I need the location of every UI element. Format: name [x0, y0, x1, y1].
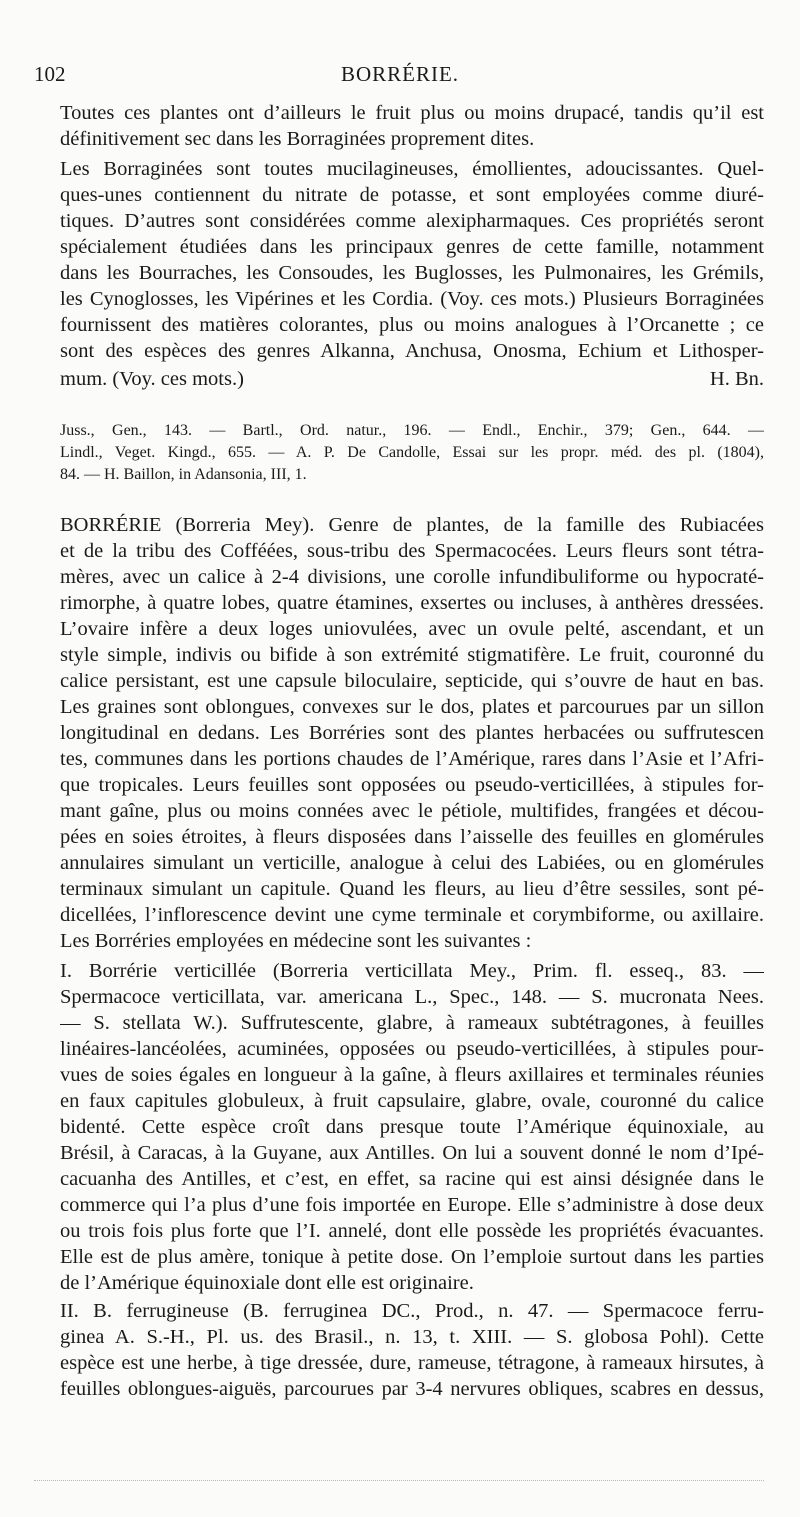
- page-number: 102: [34, 62, 66, 86]
- text-line: ques-unes contiennent du nitrate de potasse, et sont employées comme diuré-: [60, 184, 764, 206]
- text-line: Toutes ces plantes ont d’ailleurs le fruit plus ou moins drupacé, tandis qu’il est: [60, 102, 764, 124]
- text-line: ou trois fois plus forte que l’I. annelé, dont elle possède les propriétés évacuantes.: [60, 1220, 764, 1242]
- text-line: bidenté. Cette espèce croît dans presque toute l’Amérique équinoxiale, au: [60, 1116, 764, 1138]
- text-line: Elle est de plus amère, tonique à petite dose. On l’emploie surtout dans les parties: [60, 1246, 764, 1268]
- text-line: dicellées, l’inflorescence devint une cyme terminale et corymbiforme, ou axillaire.: [60, 904, 764, 926]
- species-entry-line: I. Borrérie verticillée (Borreria verticillata Mey., Prim. fl. esseq., 83. —: [60, 960, 764, 982]
- text-line: les Cynoglosses, les Vipérines et les Cordia. (Voy. ces mots.) Plusieurs Borraginées: [60, 288, 764, 310]
- text-line: commerce qui l’a plus d’une fois importée en Europe. Elle s’administre à dose deux: [60, 1194, 764, 1216]
- text-line: ginea A. S.-H., Pl. us. des Brasil., n. 13, t. XIII. — S. globosa Pohl). Cette: [60, 1326, 764, 1348]
- text-line: Les Borréries employées en médecine sont les suivantes :: [60, 930, 532, 952]
- text-line: linéaires-lancéolées, acuminées, opposées ou pseudo-verticillées, à stipules pour-: [60, 1038, 764, 1060]
- text-line: tes, communes dans les portions chaudes de l’Amérique, rares dans l’Asie et l’Afri-: [60, 748, 764, 770]
- running-title: BORRÉRIE.: [340, 62, 460, 86]
- text-line: en faux capitules globuleux, à fruit capsulaire, glabre, ovale, couronné du calice: [60, 1090, 764, 1112]
- text-line: Brésil, à Caracas, à la Guyane, aux Antilles. On lui a souvent donné le nom d’Ipé-: [60, 1142, 764, 1164]
- text-line: mant gaîne, plus ou moins connées avec le pétiole, multifides, frangées et décou-: [60, 800, 764, 822]
- text-line: pées en soies étroites, à fleurs disposées dans l’aisselle des feuilles en glomérules: [60, 826, 764, 848]
- text-line: espèce est une herbe, à tige dressée, dure, rameuse, tétragone, à rameaux hirsutes, à: [60, 1352, 764, 1374]
- text-line: sont des espèces des genres Alkanna, Anchusa, Onosma, Echium et Lithosper-: [60, 340, 764, 362]
- reference-line: 84. — H. Baillon, in Adansonia, III, 1.: [60, 466, 307, 483]
- text-line: rimorphe, à quatre lobes, quatre étamines, exsertes ou incluses, à anthères dressées.: [60, 592, 764, 614]
- text-line: spécialement étudiées dans les principaux genres de cette famille, notamment: [60, 236, 764, 258]
- text-line: feuilles oblongues-aiguës, parcourues par 3-4 nervures obliques, scabres en dessus,: [60, 1378, 764, 1400]
- reference-line: Lindl., Veget. Kingd., 655. — A. P. De Candolle, Essai sur les propr. méd. des pl. (1804),: [60, 444, 764, 461]
- text-line: calice persistant, est une capsule biloculaire, septicide, qui s’ouvre de haut en bas.: [60, 670, 764, 692]
- species-entry-line: II. B. ferrugineuse (B. ferruginea DC., Prod., n. 47. — Spermacoce ferru-: [60, 1300, 764, 1322]
- reference-line: Juss., Gen., 143. — Bartl., Ord. natur., 196. — Endl., Enchir., 379; Gen., 644. —: [60, 422, 764, 439]
- text-line: définitivement sec dans les Borraginées proprement dites.: [60, 128, 535, 150]
- page-header: [34, 62, 766, 92]
- text-line: vues de soies égales en longueur à la gaîne, à fleurs axillaires et terminales réunies: [60, 1064, 764, 1086]
- text-line: de l’Amérique équinoxiale dont elle est originaire.: [60, 1272, 474, 1294]
- text-line: et de la tribu des Cofféées, sous-tribu des Spermacocées. Leurs fleurs sont tétra-: [60, 540, 764, 562]
- text-line: Les Borraginées sont toutes mucilagineuses, émollientes, adoucissantes. Quel-: [60, 158, 764, 180]
- text-line: mum. (Voy. ces mots.): [60, 368, 244, 390]
- text-line: cacuanha des Antilles, et c’est, en effet, sa racine qui est ainsi désignée dans le: [60, 1168, 764, 1190]
- text-line: style simple, indivis ou bifide à son extrémité stigmatifère. Le fruit, couronné du: [60, 644, 764, 666]
- article-headword-line: BORRÉRIE (Borreria Mey). Genre de plantes, de la famille des Rubiacées: [60, 514, 764, 536]
- text-line: terminaux simulant un capitule. Quand les fleurs, au lieu d’être sessiles, sont pé-: [60, 878, 764, 900]
- text-line: Les graines sont oblongues, convexes sur le dos, plates et parcourues par un sillon: [60, 696, 764, 718]
- text-line: Spermacoce verticillata, var. americana L., Spec., 148. — S. mucronata Nees.: [60, 986, 764, 1008]
- text-line: dans les Bourraches, les Consoudes, les Buglosses, les Pulmonaires, les Grémils,: [60, 262, 764, 284]
- text-line: fournissent des matières colorantes, plus ou moins analogues à l’Orcanette ; ce: [60, 314, 764, 336]
- author-signature: H. Bn.: [709, 368, 764, 390]
- text-line: que tropicales. Leurs feuilles sont opposées ou pseudo-verticillées, à stipules for-: [60, 774, 764, 796]
- text-line: L’ovaire infère a deux loges uniovulées, avec un ovule pelté, ascendant, et un: [60, 618, 764, 640]
- text-line: tiques. D’autres sont considérées comme alexipharmaques. Ces propriétés seront: [60, 210, 764, 232]
- text-line: mères, avec un calice à 2-4 divisions, une corolle infundibuliforme ou hypocraté-: [60, 566, 764, 588]
- text-line: longitudinal en dedans. Les Borréries sont des plantes herbacées ou suffrutescen: [60, 722, 764, 744]
- text-line: annulaires simulant un verticille, analogue à celui des Labiées, ou en glomérules: [60, 852, 764, 874]
- text-line: — S. stellata W.). Suffrutescente, glabre, à rameaux subtétragones, à feuilles: [60, 1012, 764, 1034]
- bottom-scan-rule: [34, 1480, 764, 1481]
